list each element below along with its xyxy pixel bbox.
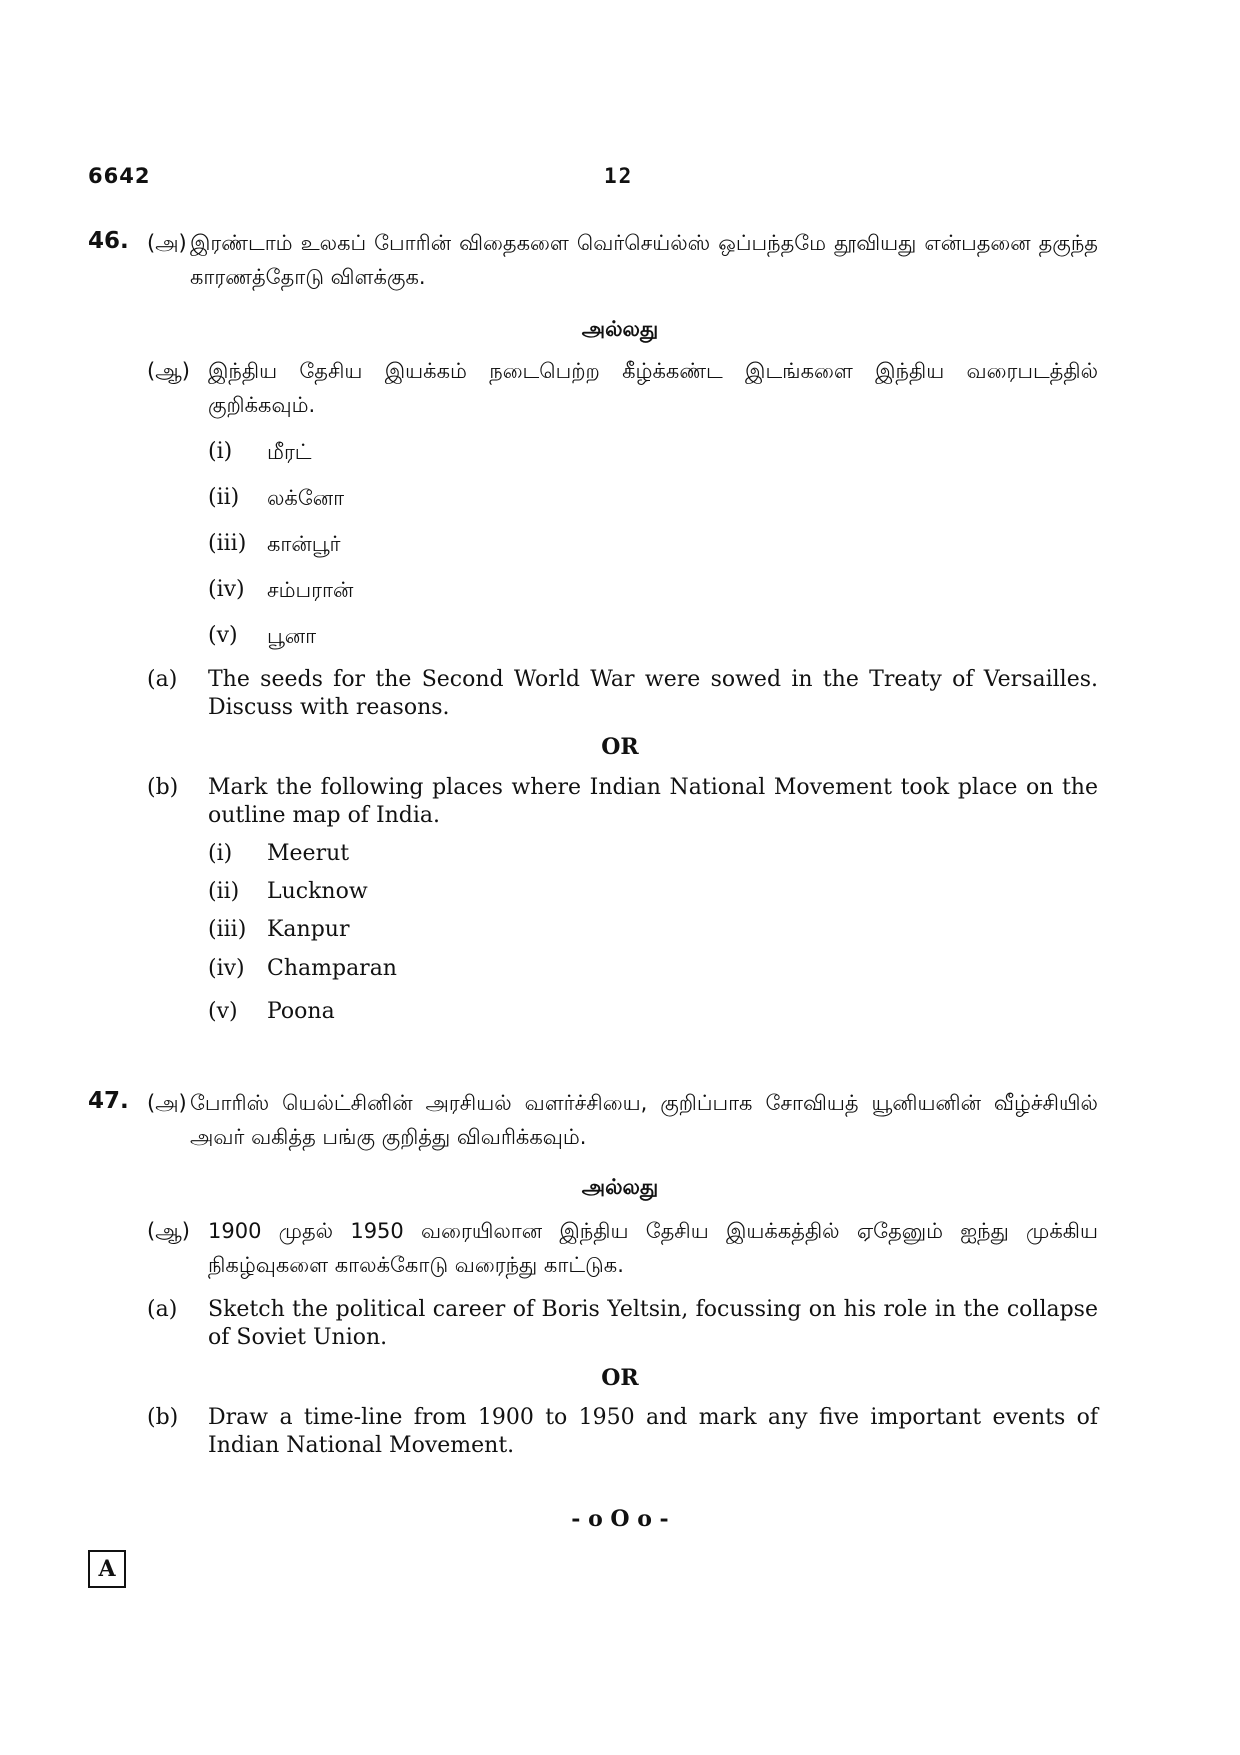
q46-ta-item-text: கான்பூர்: [267, 532, 341, 556]
q46-en-item-text: Champaran: [267, 956, 397, 981]
q46-en-item-text: Meerut: [267, 841, 350, 866]
q47-ta-b-label: (ஆ): [147, 1219, 190, 1243]
q47-en-b-label: (b): [147, 1405, 179, 1430]
q47-en-b-text: Draw a time-line from 1900 to 1950 and mark any five important events of Indian National Movement.: [208, 1405, 1098, 1458]
q46-ta-a-text: இரண்டாம் உலகப் போரின் விதைகளை வெர்செய்ல்ஸ் ஒப்பந்தமே தூவியது என்பதனை தகுந்த காரணத்தோடு விளக்குக.: [190, 231, 1098, 289]
q46-en-b-text: Mark the following places where Indian National Movement took place on the outline map of India.: [208, 775, 1098, 828]
question-46-number: 46.: [88, 228, 129, 254]
q46-en-item-text: Poona: [267, 999, 335, 1024]
question-47-number: 47.: [88, 1088, 129, 1114]
q46-ta-or: அல்லது: [581, 317, 659, 341]
end-of-paper-mark: - o O o -: [571, 1506, 669, 1532]
q46-en-item-num: (i): [208, 841, 233, 866]
q46-en-item-num: (ii): [208, 879, 240, 904]
q46-en-a-text: The seeds for the Second World War were sowed in the Treaty of Versailles. Discuss with reasons.: [208, 667, 1098, 720]
q46-en-item-num: (iv): [208, 956, 245, 981]
q46-en-item-text: Lucknow: [267, 879, 368, 904]
q46-ta-item-text: மீரட்: [267, 440, 312, 464]
q46-ta-item-text: லக்னோ: [267, 486, 345, 510]
q46-en-or: OR: [601, 734, 639, 760]
q46-ta-item-num: (ii): [208, 485, 240, 510]
q46-ta-item-text: பூனா: [267, 624, 317, 648]
q46-en-item-num: (v): [208, 999, 238, 1024]
q47-en-a-text: Sketch the political career of Boris Yeltsin, focussing on his role in the collapse of Soviet Union.: [208, 1297, 1098, 1350]
q46-ta-item-num: (v): [208, 623, 238, 648]
q46-en-b-label: (b): [147, 775, 179, 800]
q46-en-item-text: Kanpur: [267, 917, 350, 942]
q46-ta-b-label: (ஆ): [147, 359, 190, 383]
q47-en-or: OR: [601, 1365, 639, 1391]
q46-ta-a-label: (அ): [147, 231, 187, 255]
q47-ta-b-text: 1900 முதல் 1950 வரையிலான இந்திய தேசிய இயக்கத்தில் ஏதேனும் ஐந்து முக்கிய நிகழ்வுகளை காலக்கோடு வரைந்து காட்டுக.: [208, 1219, 1098, 1277]
q47-ta-or: அல்லது: [581, 1175, 659, 1199]
q46-ta-item-num: (i): [208, 439, 233, 464]
paper-code: 6642: [88, 164, 151, 188]
q47-ta-a-text: போரிஸ் யெல்ட்சினின் அரசியல் வளர்ச்சியை, குறிப்பாக சோவியத் யூனியனின் வீழ்ச்சியில் அவர் வகித்த பங்கு குறித்து விவரிக்கவும்.: [190, 1091, 1098, 1149]
q46-en-a-label: (a): [147, 667, 178, 692]
series-box: A: [88, 1550, 126, 1588]
q46-ta-item-num: (iv): [208, 577, 245, 602]
q47-en-a-label: (a): [147, 1297, 178, 1322]
q46-ta-item-text: சம்பரான்: [267, 578, 354, 602]
q46-ta-item-num: (iii): [208, 531, 247, 556]
q46-ta-b-text: இந்திய தேசிய இயக்கம் நடைபெற்ற கீழ்க்கண்ட இடங்களை இந்திய வரைபடத்தில் குறிக்கவும்.: [208, 359, 1098, 417]
q47-ta-a-label: (அ): [147, 1091, 187, 1115]
page-number: 12: [604, 164, 634, 188]
q46-en-item-num: (iii): [208, 917, 247, 942]
